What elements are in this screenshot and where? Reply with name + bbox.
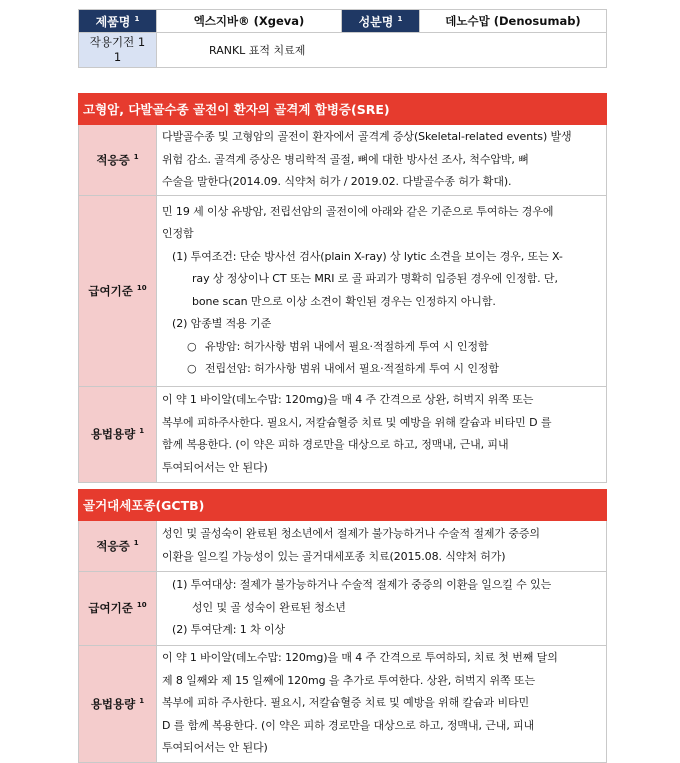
sre-criteria-label: 급여기준 $^{10}$ [79, 195, 157, 386]
drug-info-table [78, 9, 607, 68]
product-label: 제품명 $^1$ [79, 10, 157, 33]
mechanism-value: RANKL 표적 치료제 [157, 33, 607, 68]
gctb-section-title: 골거대세포종(GCTB) [79, 489, 607, 520]
gctb-criteria-text: (1) 투여대상: 절제가 불가능하거나 수술적 절제가 중증의 이환을 일으킬 수 있는 성인 및 골 성숙이 완료된 청소년 (2) 투여단계: 1 차 이상 [157, 571, 607, 645]
gctb-criteria-label: 급여기준 $^{10}$ [79, 571, 157, 645]
document [78, 9, 606, 763]
sre-dosage-label: 용법용량 $^1$ [79, 386, 157, 482]
gctb-dosage-label: 용법용량 $^1$ [79, 645, 157, 762]
sre-section [78, 93, 607, 763]
bullet-icon: ○ [187, 362, 197, 375]
mechanism-label: 작용기전 1 1 [79, 33, 157, 68]
sre-criteria-text: 민 19 세 이상 유방암, 전립선암의 골전이에 아래와 같은 기준으로 투여하는 경우에 인정함 (1) 투여조건: 단순 방사선 검사(plain X-ray) 상 lytic 소견을 보이는 경우, 또는 X- ray 상 정상이나 CT 또는 MRI 로 골 파괴가 명확히 입증된 경우에 인정함. 단, bone scan 만으로 이상 소견이 확인된 경우는 인정하지 아니함. (2) 암종별 적용 기준 ○ 유방암: 허가사항 범위 내에서 필요·적절하게 투여 시 인정함 ○ 전립선암: 허가사항 범위 내에서 필요·적절하게 투여 시 인정함 [157, 195, 607, 386]
sre-indication-text: 다발골수종 및 고형암의 골전이 환자에서 골격계 증상(Skeletal-related events) 발생 위험 감소. 골격계 증상은 병리학적 골절, 뼈에 대한 방사선 조사, 척수압박, 뼈 수술을 말한다(2014.09. 식약처 허가 / 2019.02. 다발골수종 허가 확대). [157, 125, 607, 196]
sre-indication-label: 적응증 $^1$ [79, 125, 157, 196]
gctb-dosage-text: 이 약 1 바이알(데노수맙: 120mg)을 매 4 주 간격으로 투여하되, 치료 첫 번째 달의 제 8 일째와 제 15 일째에 120mg 을 추가로 투여한다. 상완, 허벅지 위쪽 또는 복부에 피하 주사한다. 필요시, 저칼슘혈증 치료 및 예방을 위해 칼슘과 비타민 D 를 함께 복용한다. (이 약은 피하 경로만을 대상으로 하고, 정맥내, 근내, 피내 투여되어서는 안 된다) [157, 645, 607, 762]
sre-section-title: 고형암, 다발골수종 골전이 환자의 골격계 합병증(SRE) [79, 94, 607, 125]
bullet-icon: ○ [187, 339, 197, 353]
ingredient-label: 성분명 $^1$ [342, 10, 420, 33]
gctb-indication-text: 성인 및 골성숙이 완료된 청소년에서 절제가 불가능하거나 수술적 절제가 중증의 이환을 일으킬 가능성이 있는 골거대세포종 치료(2015.08. 식약처 허가) [157, 520, 607, 571]
product-value: 엑스지바® (Xgeva) [157, 10, 342, 33]
gctb-indication-label: 적응증 $^1$ [79, 520, 157, 571]
sre-dosage-text: 이 약 1 바이알(데노수맙: 120mg)을 매 4 주 간격으로 상완, 허벅지 위쪽 또는 복부에 피하주사한다. 필요시, 저칼슘혈증 치료 및 예방을 위해 칼슘과 비타민 D 를 함께 복용한다. (이 약은 피하 경로만을 대상으로 하고, 정맥내, 근내, 피내 투여되어서는 안 된다) [157, 386, 607, 482]
ingredient-value: 데노수맙 (Denosumab) [420, 10, 607, 33]
